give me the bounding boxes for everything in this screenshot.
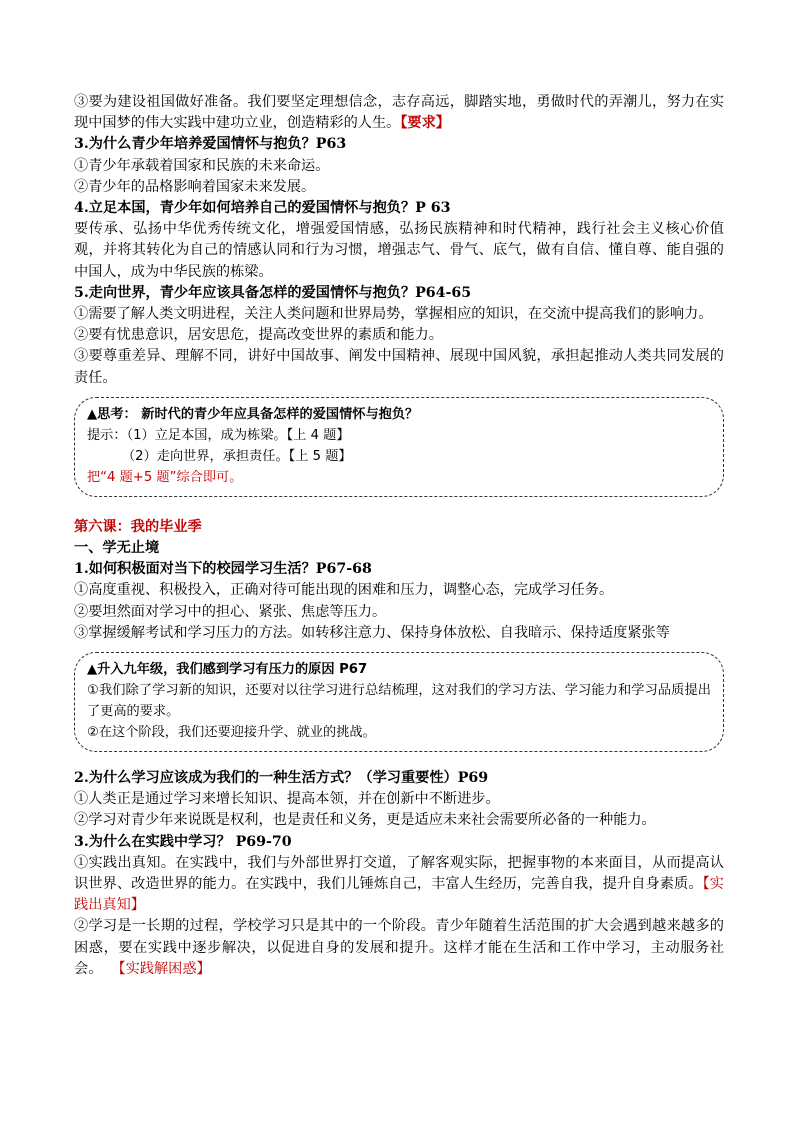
lesson-title: 第六课：我的毕业季 [74,518,202,535]
tag-practice-confusion: 【实践解困惑】 [111,960,211,977]
lesson-answer-1-1: ①高度重视、积极投入，正确对待可能出现的困难和压力，调整心态，完成学习任务。 [74,582,614,599]
answer-5-1: ①需要了解人类文明进程，关注人类问题和世界局势，掌握相应的知识，在交流中提高我们的影响力。 [74,306,713,323]
reason-box [74,652,724,752]
answer-text: ①实践出真知。在实践中，我们与外部世界打交道，了解客观实际，把握事物的本来面目，从而提高认识世界、改造世界的能力。在实践中，我们儿锤炼自己，丰富人生经历，完善自我，提升自身素质。 [74,854,724,893]
answer-3-2: ②青少年的品格影响着国家未来发展。 [74,178,316,195]
lesson-answer-1-2: ②要坦然面对学习中的担心、紧张、焦虑等压力。 [74,603,387,620]
answer-2-study-2: ②学习对青少年来说既是权利，也是责任和义务，更是适应未来社会需要所必备的一种能力。 [74,812,656,829]
question-2-study: 2.为什么学习应该成为我们的一种生活方式？（学习重要性）P69 [74,770,489,787]
document-page [74,92,724,980]
answer-3-practice-1 [74,853,724,917]
lesson-answer-1-3: ③掌握缓解考试和学习压力的方法。如转移注意力、保持身体放松、自我暗示、保持适度紧张等 [74,624,670,641]
thinking-hint-2: （2）走向世界，承担责任。【上 5 题】 [122,448,352,464]
reason-1: ①我们除了学习新的知识，还要对以往学习进行总结梳理，这对我们的学习方法、学习能力和学习品质提出了更高的要求。 [87,683,711,720]
lesson-question-1: 1.如何积极面对当下的校园学习生活？P67-68 [74,561,372,578]
answer-2-study-1: ①人类正是通过学习来增长知识、提高本领，并在创新中不断进步。 [74,791,500,808]
thinking-hint-1: 提示：（1）立足本国，成为栋梁。【上 4 题】 [87,427,350,443]
answer-4: 要传承、弘扬中华优秀传统文化，增强爱国情感，弘扬民族精神和时代精神，践行社会主义核心价值观，并将其转化为自己的情感认同和行为习惯，增强志气、骨气、底气，做有自信、懂自尊、能自强的中国人，成为中华民族的栋梁。 [74,221,724,280]
answer-3-1: ①青少年承载着国家和民族的未来命运。 [74,157,330,174]
question-4: 4.立足本国，青少年如何培养自己的爱国情怀与抱负？P 63 [74,200,451,217]
answer-5-3: ③要尊重差异、理解不同，讲好中国故事、阐发中国精神、展现中国风貌，承担起推动人类共同发展的责任。 [74,348,724,386]
reason-2: ②在这个阶段，我们还要迎接升学、就业的挑战。 [87,725,376,741]
thinking-hint-3: 把“4 题+5 题”综合即可。 [87,469,243,485]
answer-text: ②学习是一长期的过程，学校学习只是其中的一个阶段。青少年随着生活范围的扩大会遇到越来越多的困惑，要在实践中逐步解决，以促进自身的发展和提升。这样才能在生活和工作中学习，主动服务社会。 [74,918,724,977]
thinking-box [74,397,724,497]
thinking-title: ▲思考： 新时代的青少年应具备怎样的爱国情怀与抱负？ [87,406,419,422]
paragraph-text: ③要为建设祖国做好准备。我们要坚定理想信念，志存高远，脚踏实地，勇做时代的弄潮儿，努力在实现中国梦的伟大实践中建功立业，创造精彩的人生。 [74,94,724,132]
paragraph-requirement [74,92,724,134]
question-3-practice: 3.为什么在实践中学习？ P69-70 [74,833,292,850]
question-5: 5.走向世界，青少年应该具备怎样的爱国情怀与抱负？P64-65 [74,284,472,301]
part-heading: 一、学无止境 [74,540,160,557]
question-3: 3.为什么青少年培养爱国情怀与抱负？P63 [74,136,347,153]
answer-5-2: ②要有忧患意识，居安思危，提高改变世界的素质和能力。 [74,327,443,344]
answer-3-practice-2 [74,916,724,980]
tag-practice-truth: 【实践出真知】 [74,876,724,914]
tag-requirement: 【要求】 [400,115,450,132]
reason-title: ▲升入九年级，我们感到学习有压力的原因 P67 [87,662,368,678]
